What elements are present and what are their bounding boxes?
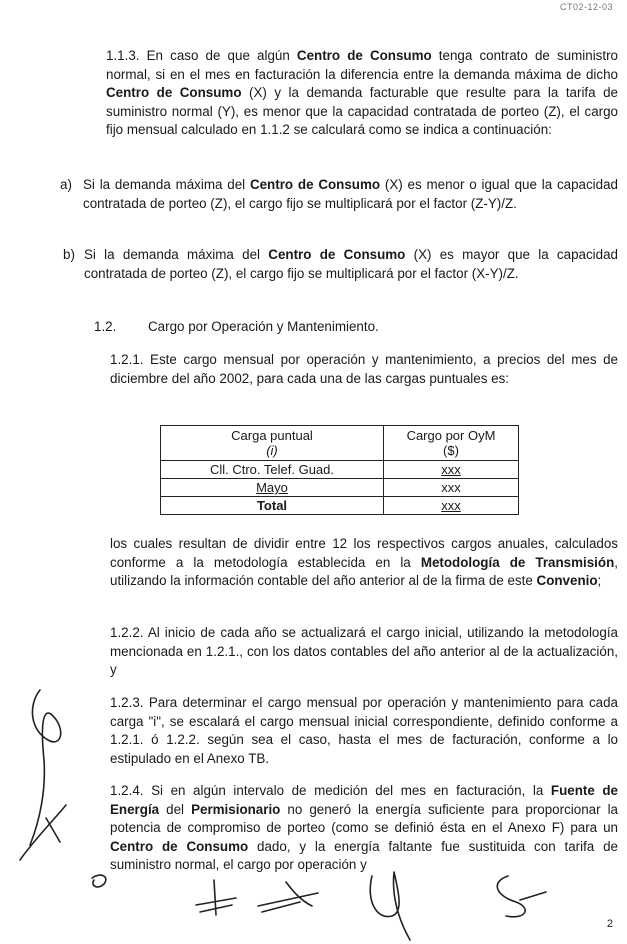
page-number: 2 — [606, 918, 613, 930]
table-cell-value: xxx — [384, 461, 519, 479]
document-code: CT02-12-03 — [559, 2, 613, 12]
section-number: 1.2. — [94, 319, 117, 334]
bottom-signature-3 — [370, 872, 410, 940]
table-total-label: Total — [161, 497, 384, 515]
margin-signature-mark — [30, 690, 61, 845]
item-a-text: Si la demanda máxima del Centro de Consumo (X) es menor o igual que la capacidad contratada de porteo (Z), el cargo fijo se multiplicará por el factor (Z-Y)/Z. — [83, 177, 618, 211]
table-cell-value: xxx — [384, 479, 519, 497]
bottom-signature-2 — [258, 882, 318, 912]
item-b-label: b) — [63, 247, 75, 262]
margin-initial — [92, 875, 106, 887]
paragraph-1-2-4: 1.2.4. Si en algún intervalo de medición del mes en facturación, la Fuente de Energía del Permisionario no generó la energía suficiente para proporcionar la potencia de compromiso de porteo (como se definió ésta en el Anexo F) para un Centro de Consumo dado, y la energía faltante fue sustituida con tarifa de suministro normal, el cargo por operación y — [110, 783, 618, 872]
bottom-signature-4 — [497, 876, 546, 917]
paragraph-1-2-3: 1.2.3. Para determinar el cargo mensual por operación y mantenimiento para cada carga "i", se escalará el cargo mensual inicial correspondiente, definido conforme a 1.2.1. ó 1.2.2. según sea el caso, hasta el mes de facturación, conforme a lo estipulado en el Anexo TB. — [110, 695, 618, 766]
table-cell-name: Mayo — [161, 479, 384, 497]
table-header-carga: Carga puntual (i) — [161, 426, 384, 461]
section-title: Cargo por Operación y Mantenimiento. — [148, 319, 379, 334]
item-b-text: Si la demanda máxima del Centro de Consumo (X) es mayor que la capacidad contratada de porteo (Z), el cargo fijo se multiplicará por el factor (X-Y)/Z. — [84, 247, 618, 281]
paragraph-cuales: los cuales resultan de dividir entre 12 los respectivos cargos anuales, calculados conforme a la metodología establecida en la Metodología de Transmisión, utilizando la información contable del año anterior al de la firma de este Convenio; — [110, 536, 618, 588]
paragraph-1-1-3: 1.1.3. En caso de que algún Centro de Consumo tenga contrato de suministro normal, si en el mes en facturación la diferencia entre la demanda máxima de dicho Centro de Consumo (X) y la demanda facturable que resulte para la tarifa de suministro normal (Y), es menor que la capacidad contratada de porteo (Z), el cargo fijo mensual calculado en 1.1.2 se calculará como se indica a continuación: — [106, 48, 618, 137]
margin-signature-tail — [20, 805, 66, 860]
table-header-cargo: Cargo por OyM ($) — [384, 426, 519, 461]
paragraph-1-2-1: 1.2.1. Este cargo mensual por operación y mantenimiento, a precios del mes de diciembre del año 2002, para cada una de las cargas puntuales es: — [110, 352, 618, 386]
paragraph-1-2-2: 1.2.2. Al inicio de cada año se actualizará el cargo inicial, utilizando la metodología mencionada en 1.2.1., con los datos contables del año anterior al de la actualización, y — [110, 625, 618, 677]
table-cell-name: Cll. Ctro. Telef. Guad. — [161, 461, 384, 479]
table-total-value: xxx — [384, 497, 519, 515]
bottom-signature-1 — [196, 880, 236, 915]
item-a-label: a) — [60, 177, 72, 192]
